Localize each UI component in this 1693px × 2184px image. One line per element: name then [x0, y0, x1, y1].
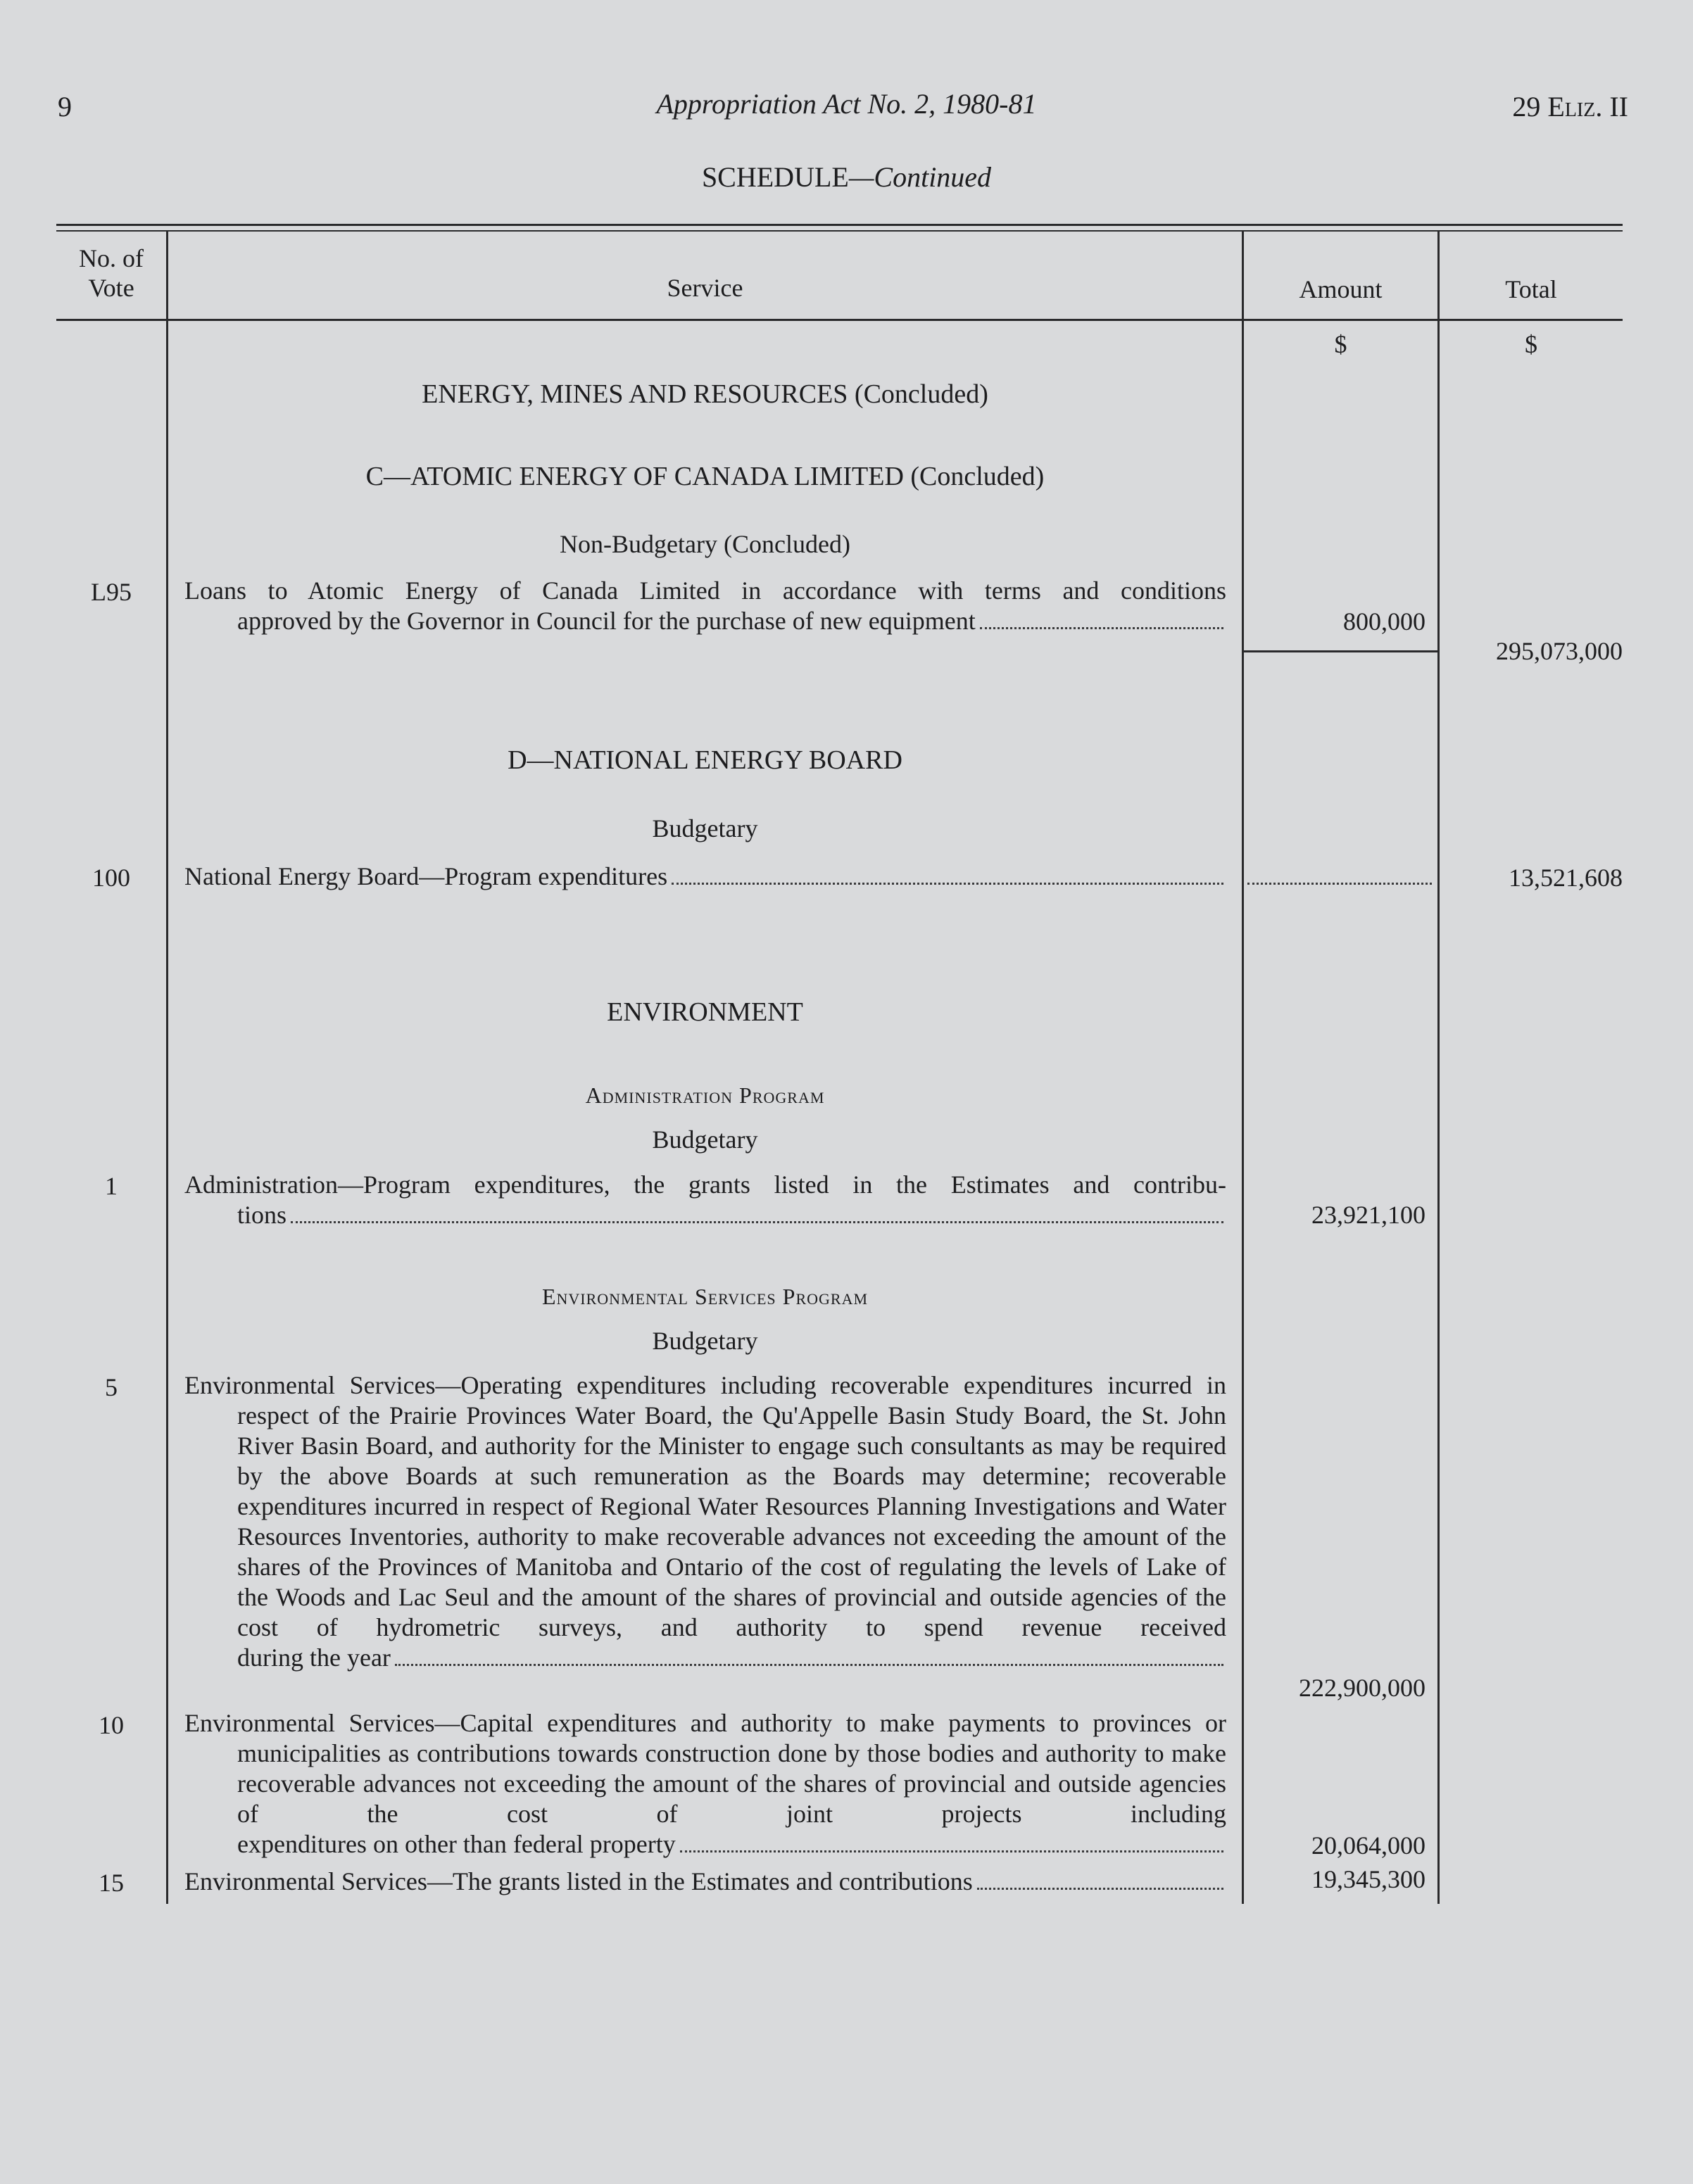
- amount-value: 222,900,000: [1299, 1674, 1425, 1702]
- vote-number: 15: [99, 1869, 124, 1897]
- description-paragraph: Environmental Services—Capital expenditures and authority to make payments to provinces or municipalities as contributions towards construction done by those bodies and authority to make recoverable advances not exceeding the amount of the shares of provincial and outside agencies of the cost of joint projects including: [184, 1709, 1226, 1828]
- act-title: Appropriation Act No. 2, 1980-81: [656, 88, 1037, 120]
- column-header-total: Total: [1505, 275, 1557, 303]
- regnal-year: 29 Eliz. II: [1512, 91, 1628, 122]
- column-header-amount: Amount: [1299, 275, 1383, 303]
- subheading-nonbudgetary: Non-Budgetary (Concluded): [560, 530, 850, 558]
- vote-description: [184, 1170, 1226, 1230]
- amount-dot-leader: [1247, 883, 1432, 885]
- dot-leader: [977, 1888, 1223, 1890]
- amount-value: 800,000: [1343, 607, 1425, 636]
- description-text: tions: [237, 1201, 287, 1229]
- column-header-vote: [56, 244, 166, 303]
- description-line-last: [184, 606, 1226, 636]
- description-line: [184, 861, 1226, 892]
- column-divider-total: [1437, 230, 1440, 1904]
- dot-leader: [980, 627, 1223, 629]
- amount-currency: $: [1334, 330, 1347, 358]
- vote-number: 10: [99, 1711, 124, 1739]
- section-heading-neb: D—NATIONAL ENERGY BOARD: [508, 745, 902, 775]
- table-top-rule-2: [56, 230, 1623, 232]
- description-line-last: [184, 1643, 1226, 1673]
- total-currency: $: [1525, 330, 1537, 358]
- subheading-budgetary: Budgetary: [652, 1327, 758, 1355]
- column-header-service: Service: [667, 274, 743, 302]
- dot-leader: [291, 1221, 1223, 1223]
- amount-subtotal-rule: [1244, 650, 1437, 652]
- description-text: National Energy Board—Program expenditures: [184, 862, 668, 890]
- subheading-budgetary: Budgetary: [652, 814, 758, 842]
- column-divider-amount: [1242, 230, 1244, 1904]
- description-text: approved by the Governor in Council for the purchase of new equipment: [237, 607, 976, 635]
- amount-value: 20,064,000: [1311, 1831, 1425, 1860]
- dot-leader: [680, 1850, 1223, 1852]
- section-heading-aecl: C—ATOMIC ENERGY OF CANADA LIMITED (Concluded): [365, 462, 1045, 491]
- section-heading-environment: ENVIRONMENT: [607, 997, 803, 1027]
- description-line-last: [184, 1829, 1226, 1860]
- schedule-main: SCHEDULE: [701, 161, 849, 193]
- total-value: 13,521,608: [1509, 864, 1623, 892]
- subheading-budgetary: Budgetary: [652, 1125, 758, 1154]
- vote-number: 5: [105, 1373, 118, 1401]
- description-line: [184, 1867, 1226, 1897]
- header-bottom-rule: [56, 319, 1623, 321]
- vote-number: 100: [92, 864, 130, 892]
- program-heading-environmental-services: Environmental Services Program: [541, 1284, 869, 1309]
- vote-description: [184, 1708, 1226, 1860]
- amount-value: 23,921,100: [1311, 1201, 1425, 1229]
- schedule-title: [0, 160, 1693, 194]
- vote-description: [184, 576, 1226, 636]
- description-paragraph: Environmental Services—Operating expenditures including recoverable expenditures incurred in respect of the Prairie Provinces Water Board, the Qu'Appelle Basin Study Board, the St. John River Basin Board, and authority for the Minister to engage such consultants as may be required by the above Boards at such remuneration as the Boards may determine; recoverable expenditures incurred in respect of Regional Water Resources Planning Investigations and Water Resources Inventories, authority to make recoverable advances not exceeding the amount of the shares of the Provinces of Manitoba and Ontario of the cost of regulating the levels of Lake of the Woods and Lac Seul and the amount of the shares of provincial and outside agencies of the cost of hydrometric surveys, and authority to spend revenue received: [184, 1371, 1226, 1641]
- description-text: Environmental Services—The grants listed in the Estimates and contributions: [184, 1867, 973, 1895]
- vote-description: [184, 1370, 1226, 1673]
- total-value: 295,073,000: [1496, 637, 1623, 665]
- vote-description: [184, 861, 1226, 892]
- page-number: 9: [58, 91, 72, 122]
- section-heading-emr: ENERGY, MINES AND RESOURCES (Concluded): [422, 379, 988, 409]
- description-text: expenditures on other than federal property: [237, 1830, 676, 1858]
- table-top-rule: [56, 224, 1623, 226]
- vote-description: [184, 1867, 1226, 1897]
- vote-number: 1: [105, 1172, 118, 1200]
- column-header-vote-label: No. of Vote: [79, 244, 144, 302]
- schedule-continued: —Continued: [848, 161, 992, 193]
- description-line: Administration—Program expenditures, the grants listed in the Estimates and contribu-: [184, 1170, 1226, 1199]
- amount-value: 19,345,300: [1311, 1865, 1425, 1893]
- dot-leader: [395, 1664, 1223, 1666]
- description-text: during the year: [237, 1643, 391, 1672]
- description-line: Loans to Atomic Energy of Canada Limited in accordance with terms and conditions: [184, 576, 1226, 605]
- program-heading-administration: Administration Program: [585, 1082, 825, 1108]
- description-line-last: [184, 1200, 1226, 1230]
- dot-leader: [672, 883, 1223, 885]
- vote-number: L95: [91, 578, 132, 606]
